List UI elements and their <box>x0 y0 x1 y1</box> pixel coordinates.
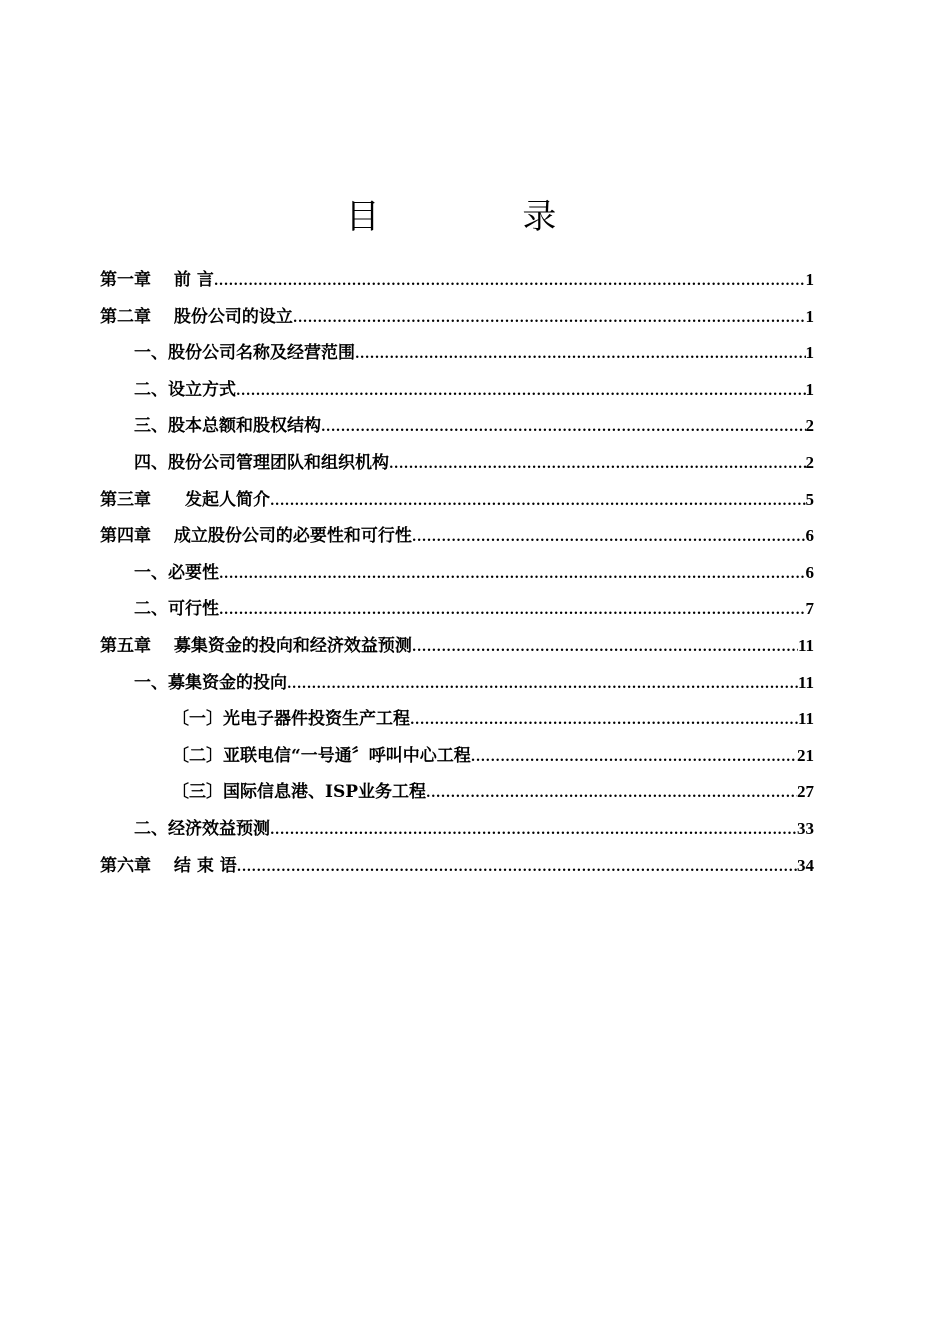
toc-entry-page: 1 <box>805 343 814 363</box>
toc-entry[interactable] <box>100 555 814 592</box>
toc-entry[interactable] <box>100 628 814 665</box>
toc-entry-page: 11 <box>797 635 814 655</box>
toc-entry-page: 21 <box>797 745 814 765</box>
toc-entry-label: 第一章 前 言 <box>100 270 214 290</box>
toc-entry-page: 34 <box>797 855 814 875</box>
toc-entry-page: 11 <box>797 672 814 692</box>
dot-leader <box>321 410 806 447</box>
dot-leader <box>236 374 806 411</box>
toc-entry[interactable] <box>100 701 814 738</box>
toc-entry-page: 2 <box>805 416 814 436</box>
toc-entry-page: 33 <box>797 818 814 838</box>
toc-entry[interactable] <box>100 811 814 848</box>
toc-entry-page: 6 <box>805 562 814 582</box>
toc-entry-label: 一、募集资金的投向 <box>134 672 287 693</box>
toc-entry-page: 1 <box>805 270 814 289</box>
toc-entry-label: 第二章 股份公司的设立 <box>100 306 293 327</box>
toc-entry[interactable] <box>100 372 814 409</box>
toc-entry-label: 〔一〕光电子器件投资生产工程 <box>172 709 410 730</box>
toc-entry[interactable] <box>100 518 814 555</box>
toc-entry-label: 第五章 募集资金的投向和经济效益预测 <box>100 635 412 656</box>
toc-entry-label: 三、股本总额和股权结构 <box>134 416 321 437</box>
dot-leader <box>214 264 806 301</box>
dot-leader <box>287 667 798 704</box>
toc-entry-label: 二、经济效益预测 <box>134 818 270 839</box>
toc-entry-page: 7 <box>805 599 814 619</box>
dot-leader <box>219 593 806 630</box>
table-of-contents <box>100 262 814 884</box>
toc-entry-label: 一、必要性 <box>134 562 219 583</box>
toc-entry-label: 四、股份公司管理团队和组织机构 <box>134 452 389 473</box>
toc-entry-page: 27 <box>797 782 814 802</box>
dot-leader <box>219 557 806 594</box>
toc-entry[interactable] <box>100 591 814 628</box>
toc-entry-page: 2 <box>805 452 814 472</box>
toc-entry-label: 第三章 发起人简介 <box>100 489 270 510</box>
toc-entry[interactable] <box>100 665 814 702</box>
dot-leader <box>270 813 797 850</box>
toc-entry[interactable] <box>100 774 814 811</box>
toc-entry-page: 6 <box>805 526 814 546</box>
dot-leader <box>389 447 806 484</box>
toc-entry-label: 二、设立方式 <box>134 379 236 400</box>
toc-entry[interactable] <box>100 445 814 482</box>
toc-entry-label: 二、可行性 <box>134 599 219 620</box>
toc-entry-page: 1 <box>805 379 814 399</box>
toc-entry[interactable] <box>100 335 814 372</box>
dot-leader <box>237 850 797 887</box>
toc-entry-label: 第四章 成立股份公司的必要性和可行性 <box>100 526 412 547</box>
toc-entry-label: 〔二〕亚联电信“一号通〞呼叫中心工程 <box>172 745 471 766</box>
toc-entry-page: 5 <box>805 489 814 509</box>
toc-entry[interactable] <box>100 262 814 299</box>
toc-entry-label: 一、股份公司名称及经营范围 <box>134 343 355 364</box>
toc-entry-label: 第六章 结 束 语 <box>100 855 237 876</box>
dot-leader <box>410 703 798 740</box>
dot-leader <box>412 630 798 667</box>
toc-title: 目 录 <box>345 196 623 237</box>
toc-entry[interactable] <box>100 299 814 336</box>
toc-entry[interactable] <box>100 408 814 445</box>
dot-leader <box>412 520 806 557</box>
toc-entry-page: 1 <box>805 306 814 326</box>
toc-entry-page: 11 <box>797 709 814 729</box>
dot-leader <box>293 301 806 338</box>
dot-leader <box>355 337 806 374</box>
toc-entry[interactable] <box>100 848 814 885</box>
dot-leader <box>471 740 797 777</box>
toc-entry[interactable] <box>100 738 814 775</box>
dot-leader <box>426 776 797 813</box>
toc-entry-label: 〔三〕国际信息港、ISP业务工程 <box>172 782 427 803</box>
dot-leader <box>270 484 806 521</box>
toc-entry[interactable] <box>100 482 814 519</box>
